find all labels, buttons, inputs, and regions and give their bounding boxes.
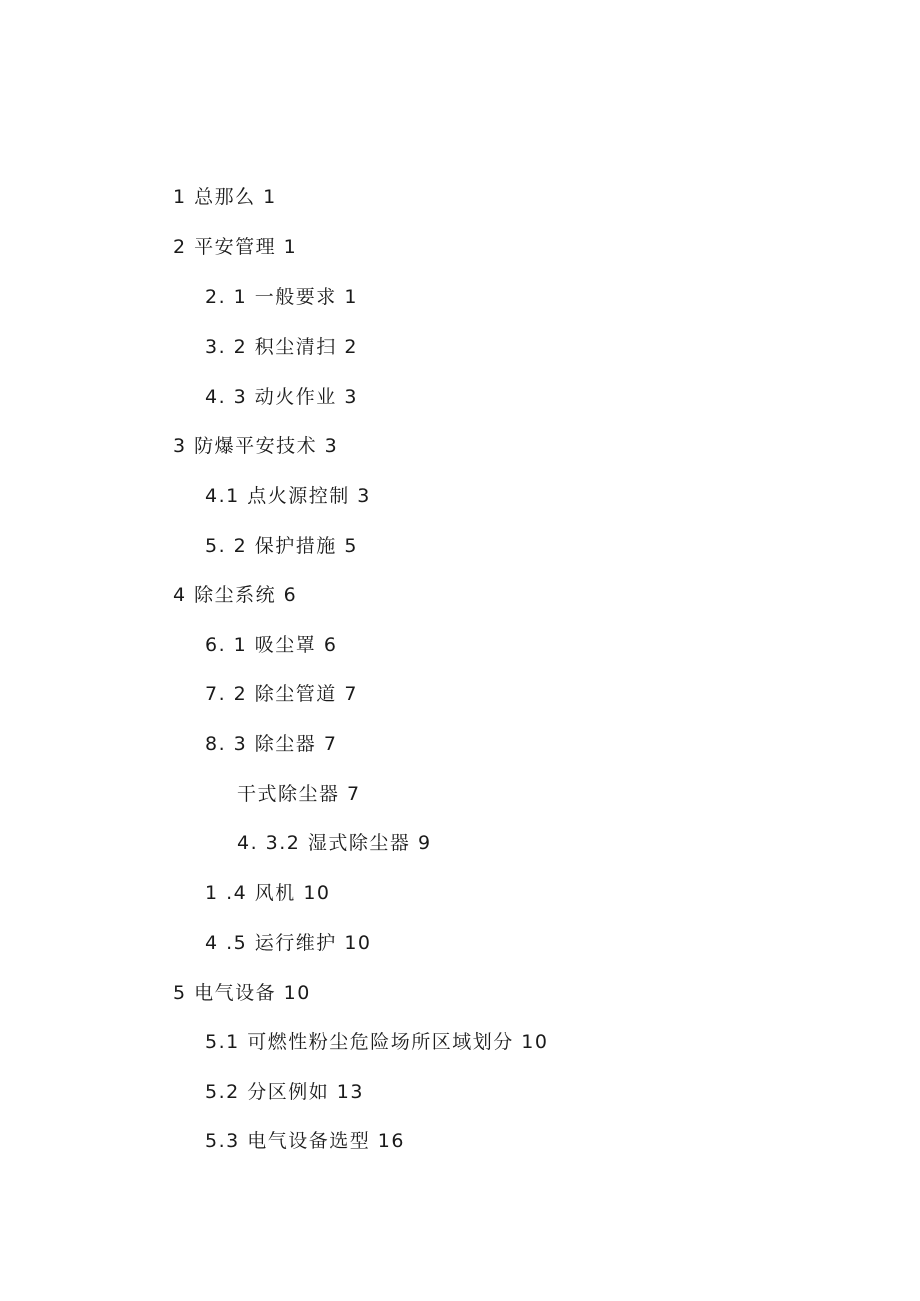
toc-entry: 5.3 电气设备选型 16: [205, 1130, 405, 1152]
toc-entry: 8. 3 除尘器 7: [205, 733, 338, 755]
toc-entry: 干式除尘器 7: [237, 783, 361, 805]
toc-entry: 4 除尘系统 6: [173, 584, 298, 606]
toc-entry: 3 防爆平安技术 3: [173, 435, 339, 457]
toc-entry: 7. 2 除尘管道 7: [205, 683, 358, 705]
toc-entry: 4 .5 运行维护 10: [205, 932, 372, 954]
toc-entry: 5.2 分区例如 13: [205, 1081, 364, 1103]
toc-entry: 2 平安管理 1: [173, 236, 298, 258]
toc-entry: 4.1 点火源控制 3: [205, 485, 371, 507]
toc-entry: 2. 1 一般要求 1: [205, 286, 358, 308]
toc-entry: 3. 2 积尘清扫 2: [205, 336, 358, 358]
toc-entry: 6. 1 吸尘罩 6: [205, 634, 338, 656]
toc-entry: 4. 3 动火作业 3: [205, 386, 358, 408]
toc-entry: 5. 2 保护措施 5: [205, 535, 358, 557]
toc-entry: 1 总那么 1: [173, 186, 277, 208]
toc-entry: 5 电气设备 10: [173, 982, 311, 1004]
toc-entry: 5.1 可燃性粉尘危险场所区域划分 10: [205, 1031, 549, 1053]
toc-entry: 4. 3.2 湿式除尘器 9: [237, 832, 432, 854]
toc-entry: 1 .4 风机 10: [205, 882, 331, 904]
